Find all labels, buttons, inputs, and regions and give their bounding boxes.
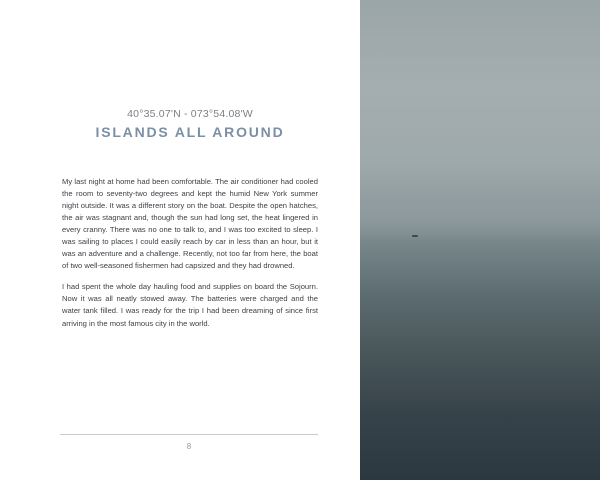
footer-divider: [60, 434, 318, 435]
chapter-title: ISLANDS ALL AROUND: [95, 124, 285, 140]
chapter-coordinates: 40°35.07'N - 073°54.08'W: [127, 108, 253, 120]
distant-boat: [412, 235, 418, 237]
seascape-photo: [360, 0, 600, 480]
paragraph: I had spent the whole day hauling food and supplies on board the Sojourn. Now it was all neatly stowed away. The batteries were charged and the water tank filled. I was ready for the trip I had been dreaming of since first arriving in the most famous city in the world.: [62, 282, 318, 328]
page-number: 8: [186, 442, 192, 451]
paragraph: My last night at home had been comfortable. The air conditioner had cooled the room to seventy-two degrees and kept the humid New York summer night outside. It was a different story on the boat. Despite the open hatches, the air was stagnant and, though the sun had long set, the heat lingered in every cranny. There was no one to talk to, and I was too excited to sleep. I was sailing to places I could easily reach by car in less than an hour, but it was an adventure and a challenge. Recently, not too far from here, the boat of two well-seasoned fishermen had capsized and they had drowned.: [62, 177, 318, 271]
horizon-haze: [360, 200, 600, 240]
body-text: [62, 176, 318, 339]
